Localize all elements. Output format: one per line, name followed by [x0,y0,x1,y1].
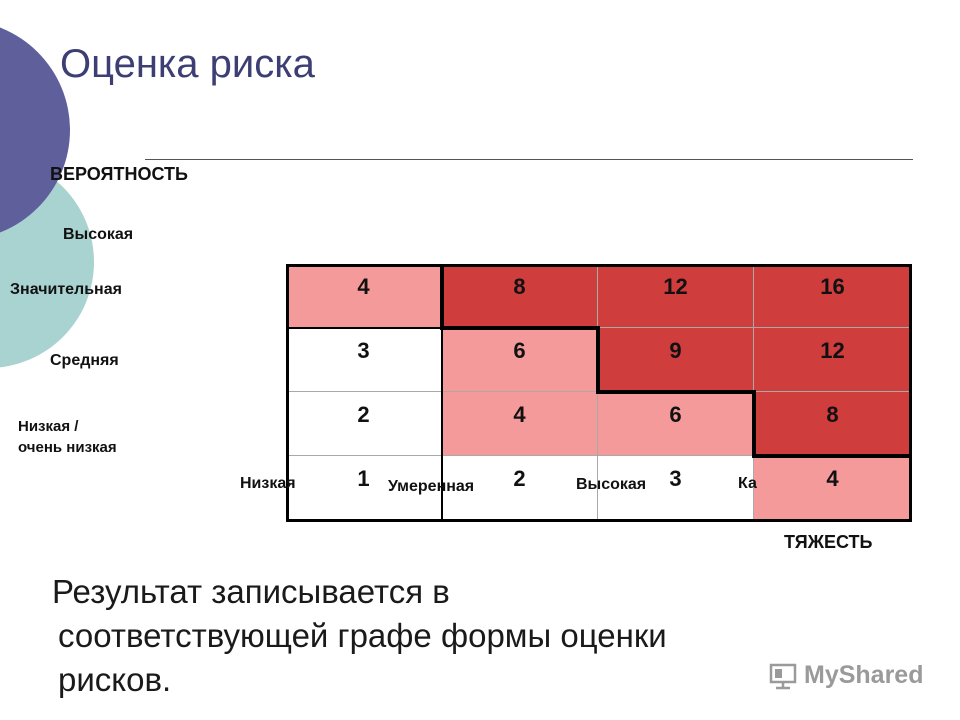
matrix-cell-r4-c4: 4 [754,456,912,522]
matrix-cell-r2-c1: 3 [286,328,442,392]
matrix-cell-r2-c4: 12 [754,328,912,392]
matrix-cell-r1-c2: 8 [442,264,598,328]
severity-level-moderate: Умеренная [388,478,475,495]
matrix-cell-r1-c1: 4 [286,264,442,328]
matrix-cell-r3-c3: 6 [598,392,754,456]
probability-level-low: Низкая / очень низкая [18,418,117,456]
result-line-3: рисков. [58,661,172,698]
presentation-icon [768,660,798,690]
result-text [52,570,852,702]
severity-level-low: Низкая [240,475,296,492]
probability-level-significant: Значительная [10,281,122,298]
matrix-cell-r4-c3: 3 [598,456,754,522]
matrix-cell-r3-c2: 4 [442,392,598,456]
matrix-cell-r2-c3: 9 [598,328,754,392]
probability-level-medium: Средняя [50,352,119,369]
result-line-2: соответствующей графе формы оценки [58,617,667,654]
matrix-cell-r3-c4: 8 [754,392,912,456]
probability-axis-label: ВЕРОЯТНОСТЬ [50,164,188,184]
matrix-cell-r1-c4: 16 [754,264,912,328]
matrix-cell-r3-c1: 2 [286,392,442,456]
result-line-1: Результат записывается в [52,573,450,610]
probability-level-high: Высокая [63,226,134,243]
severity-axis-label: ТЯЖЕСТЬ [784,532,873,552]
matrix-cell-r4-c1: 1 [286,456,442,522]
severity-level-high: Высокая [576,476,647,493]
matrix-cell-r1-c3: 12 [598,264,754,328]
severity-level-catastrophic: Ка [738,475,757,492]
matrix-cell-r2-c2: 6 [442,328,598,392]
watermark [768,657,923,693]
matrix-cell-r4-c2: 2 [442,456,598,522]
header-divider [145,159,913,160]
watermark-text: MyShared [804,660,924,689]
slide-title: Оценка риска [60,42,315,86]
